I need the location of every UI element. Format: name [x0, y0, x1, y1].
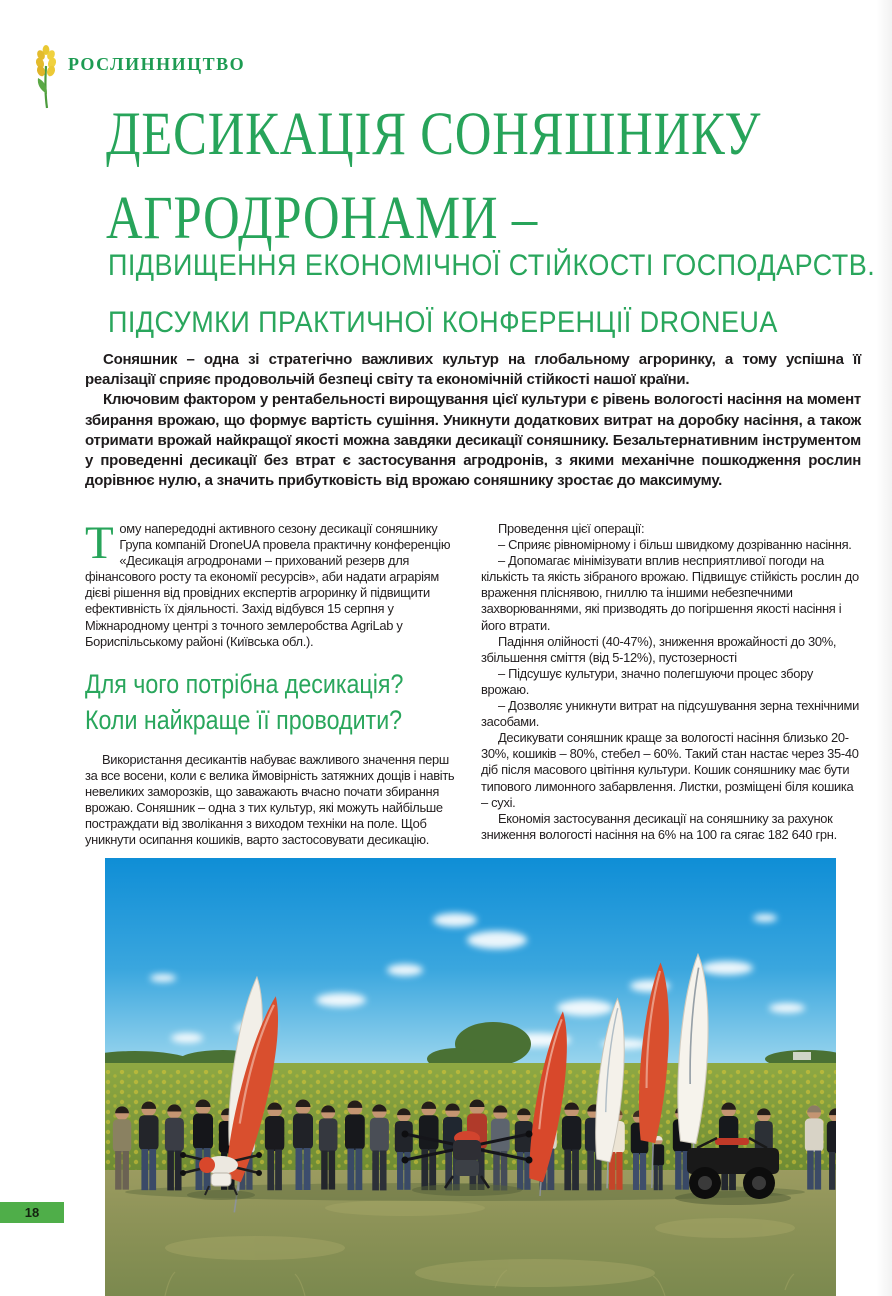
question-heading-line1: Для чого потрібна десикація?	[85, 668, 404, 699]
wheat-icon	[30, 44, 64, 110]
conference-photo	[105, 858, 836, 1296]
dropcap-paragraph	[85, 517, 464, 650]
photo-distant-building	[793, 1052, 811, 1060]
left-paragraph-1: ому напередодні активного сезону десикації соняшнику Група компаній DroneUA провела практичну конференцію «Десикація агродронами – прихований резерв для фінансового росту та економії ресурсів», аби надати аграріям дієві рішення від провідних експертів агроринку й підвищити ефективність їх діяльності. Захід відбувся 15 серпня у Міжнародному центрі з точного землеробства AgriLab у Бориспільському районі (Київська обл.).	[85, 521, 451, 649]
right-paragraph-8: Економія застосування десикації на соняшнику за рахунок зниження вологості насіння на 6% на 100 га сягає 182 640 грн.	[481, 810, 837, 842]
right-paragraph-1: Проведення цієї операції:	[498, 521, 645, 536]
left-column	[85, 517, 464, 848]
photo-ground-robot	[675, 1138, 791, 1205]
section-title: РОСЛИННИЦТВО	[68, 54, 246, 74]
intro-paragraph-1: Соняшник – одна зі стратегічно важливих культур на глобальному агроринку, а тому успішна її реалізації сприяє продовольчій безпеці світу та економічній стійкості нашої країни.	[85, 351, 861, 389]
article-subtitle-line1: ПІДВИЩЕННЯ ЕКОНОМІЧНОЇ СТІЙКОСТІ ГОСПОДАРСТВ.	[108, 249, 876, 282]
right-paragraph-5: – Підсушує культури, значно полегшуючи процес збору врожаю.	[481, 665, 813, 697]
page-number: 18	[24, 1205, 40, 1220]
section-question-heading	[85, 666, 464, 739]
intro-paragraph-2: Ключовим фактором у рентабельності вирощування цієї культури є рівень вологості насіння на момент збирання врожаю, що формує вартість сушіння. Уникнути додаткових витрат на доробку насіння, а також отримати врожай найкращої якості можна завдяки десикації соняшнику. Безальтернативним інструментом у проведенні десикації без втрат є застосування агродронів, з якими механічне пошкодження рослин дорівнює нулю, а значить прибутковість від врожаю соняшнику зростає до максимуму.	[85, 391, 861, 490]
article-title-line1: ДЕСИКАЦІЯ СОНЯШНИКУ	[106, 101, 762, 168]
left-paragraph-2: Використання десикантів набуває важливого значення перш за все восени, коли є велика ймовірність затяжних дощів і навіть невеликих заморозків, що заважають вчасно почати збирання врожаю. Соняшник – одна з тих культур, які можуть найбільше постраждати від зволікання з виходом техніки на поле. Щоб уникнути осипання кошиків, варто застосовувати десикацію.	[85, 751, 455, 848]
article-title-line2: АГРОДРОНАМИ –	[106, 185, 539, 252]
intro-block	[85, 350, 861, 491]
body-columns	[85, 517, 861, 848]
right-paragraph-3: – Допомагає мінімізувати вплив несприятливої погоди на кількість та якість зібраного врожаю. Підвищує стійкість рослин до враження пліснявою, гниллю та іншими небезпечними захворюваннями, які призводять до погіршення якості насіння і його втрати.	[481, 553, 859, 633]
right-column	[481, 521, 860, 848]
right-paragraph-2: – Сприяє рівномірному і більш швидкому дозріванню насіння.	[498, 537, 852, 553]
drop-cap: Т	[85, 517, 114, 569]
right-paragraph-7: Десикувати соняшник краще за вологості насіння близько 20-30%, кошиків – 80%, стебел – 60%. Такий стан настає через 35-40 діб після масового цвітіння культури. Кошик соняшнику має бути типового лимонного забарвлення. Листки, розміщені біля кошика – сухі.	[481, 730, 859, 810]
right-paragraph-6: – Дозволяє уникнути витрат на підсушування зерна технічними засобами.	[481, 698, 859, 730]
question-heading-line2: Коли найкраще її проводити?	[85, 705, 403, 736]
page-number-badge	[0, 1202, 64, 1223]
page-edge-shadow	[876, 0, 892, 1296]
article-subtitle-line2: ПІДСУМКИ ПРАКТИЧНОЇ КОНФЕРЕНЦІЇ DRONEUA	[108, 306, 778, 339]
right-paragraph-4: Падіння олійності (40-47%), зниження врожайності до 30%, збільшення сміття (від 5-12%), пустозерності	[481, 633, 837, 665]
